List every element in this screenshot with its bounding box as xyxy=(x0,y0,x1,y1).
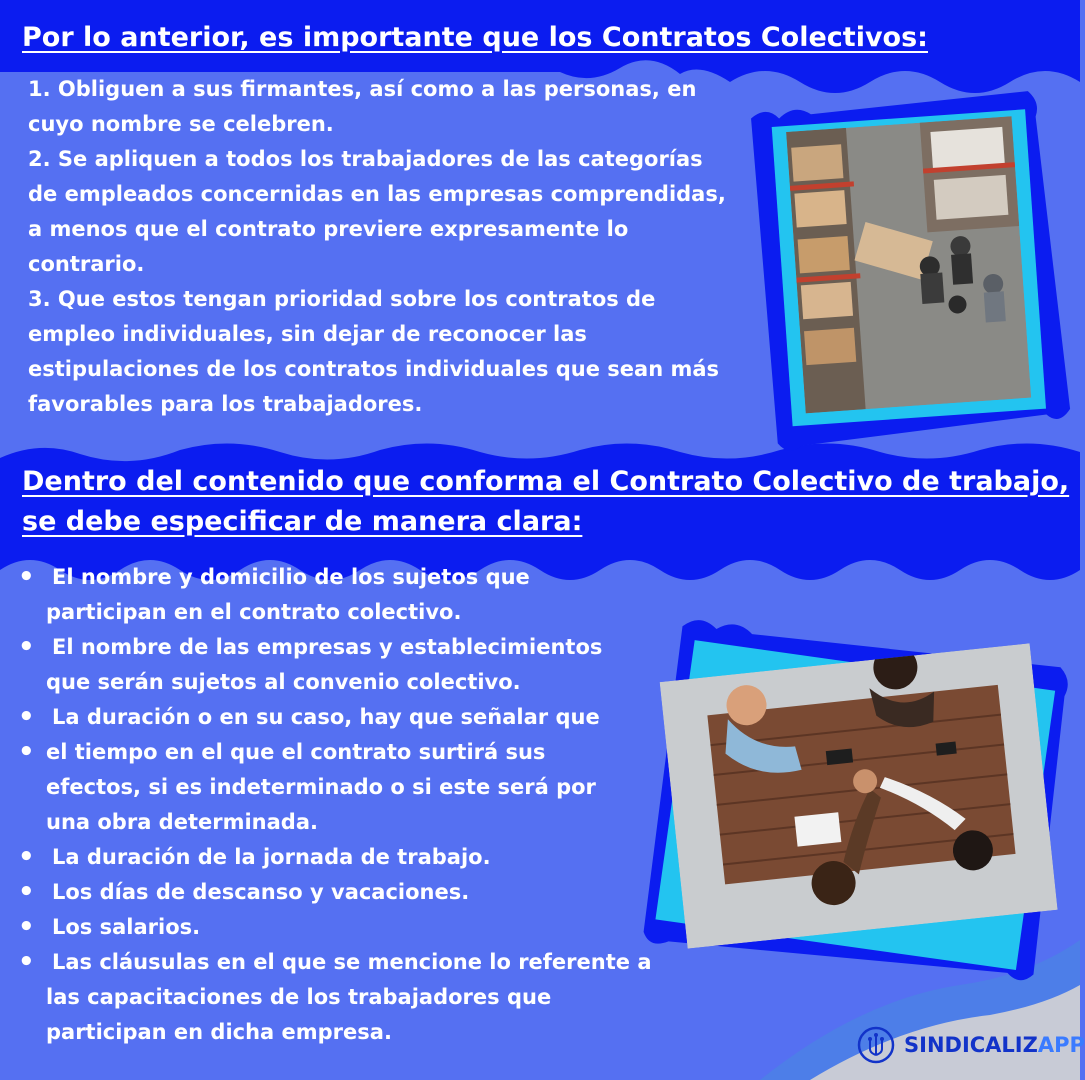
section-heading-2-line-1: Dentro del contenido que conforma el Contrato Colectivo de trabajo, xyxy=(22,466,1070,497)
list-item: • el tiempo en el que el contrato surtirá sus efectos, si es indeterminado o si este será por una obra determinada. xyxy=(18,735,626,840)
numbered-item-3: 3. Que estos tengan prioridad sobre los contratos de empleo individuales, sin dejar de reconocer las estipulaciones de los contratos individuales que sean más favorables para los trabajadores. xyxy=(28,287,720,416)
numbered-list xyxy=(28,72,728,422)
list-item: • El nombre y domicilio de los sujetos que participan en el contrato colectivo. xyxy=(18,560,566,630)
numbered-item-1: 1. Obliguen a sus firmantes, así como a las personas, en cuyo nombre se celebren. xyxy=(28,77,697,136)
list-item: • Las cláusulas en el que se mencione lo referente a las capacitaciones de los trabajadores que participan en dicha empresa. xyxy=(18,945,666,1050)
bullet-list xyxy=(18,560,698,1050)
numbered-item-2: 2. Se apliquen a todos los trabajadores de las categorías de empleados concernidas en las empresas comprendidas, a menos que el contrato previere expresamente lo contrario. xyxy=(28,147,726,276)
section-heading-2-line-2: se debe especificar de manera clara: xyxy=(22,506,583,537)
section-heading-1: Por lo anterior, es importante que los Contratos Colectivos: xyxy=(22,22,928,53)
list-item: • El nombre de las empresas y establecimientos que serán sujetos al convenio colectivo. xyxy=(18,630,646,700)
list-item: • Los salarios. xyxy=(18,910,698,945)
list-item: • La duración o en su caso, hay que señalar que xyxy=(18,700,698,735)
list-item: • Los días de descanso y vacaciones. xyxy=(18,875,698,910)
list-item: • La duración de la jornada de trabajo. xyxy=(18,840,698,875)
logo-wordmark: SINDICALIZAPP xyxy=(904,1033,1085,1057)
section-heading-2 xyxy=(22,462,1072,542)
circuit-hand-icon xyxy=(856,1025,896,1065)
team-fist-bump-photo xyxy=(658,631,1057,948)
sindicalizapp-logo xyxy=(856,1022,1085,1068)
